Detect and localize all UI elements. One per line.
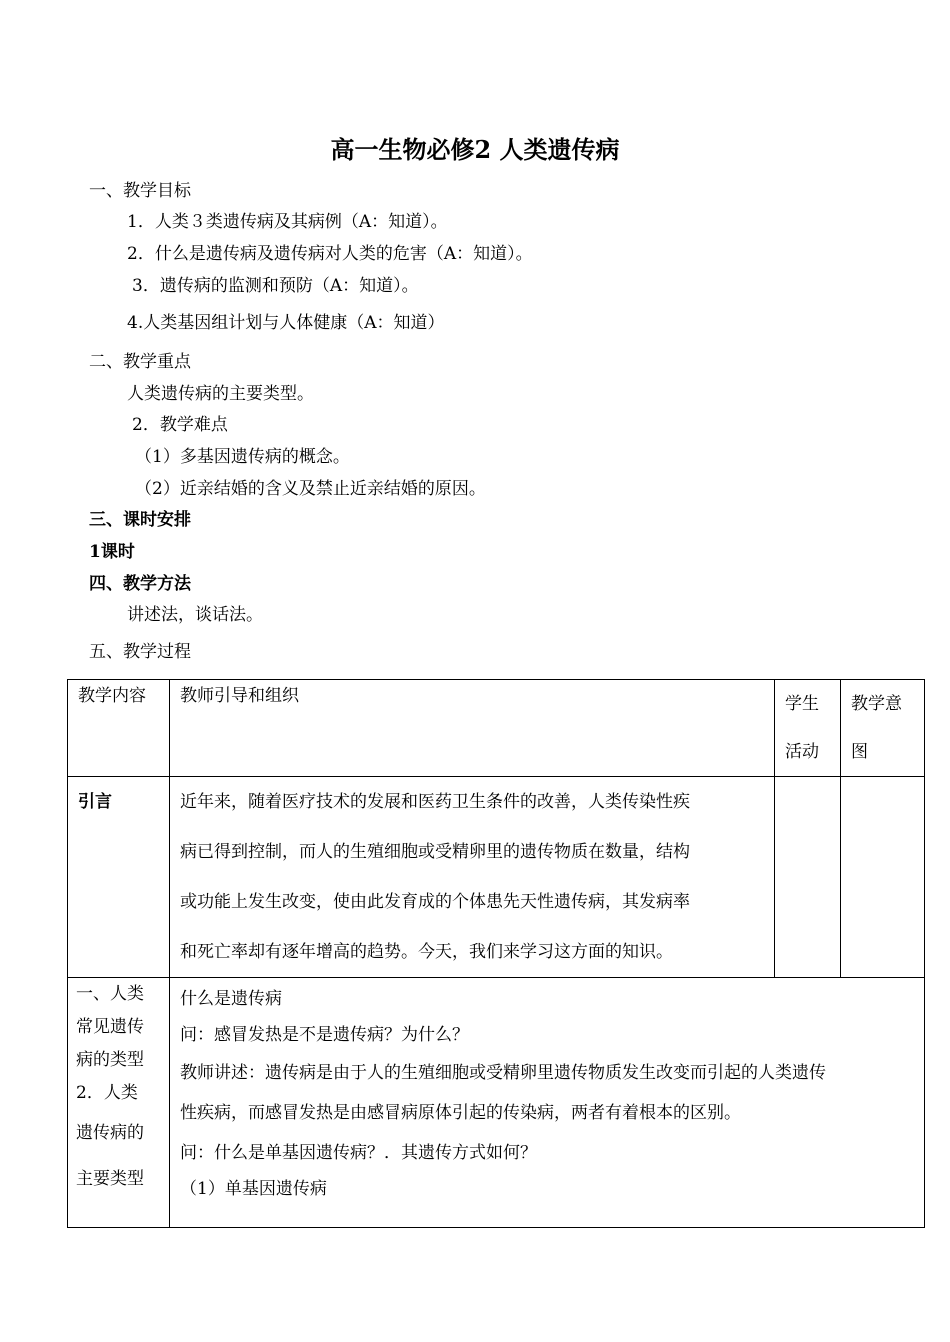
- difficulty-item: （1）多基因遗传病的概念。: [135, 447, 350, 467]
- page-title: 高一生物必修2 人类遗传病: [330, 135, 620, 164]
- header-intent-line: 图: [851, 742, 868, 762]
- header-content: [68, 680, 170, 777]
- objective-item: 2．什么是遗传病及遗传病对人类的危害（A：知道）。: [127, 244, 533, 264]
- section1-line: 问：感冒发热是不是遗传病？为什么？: [180, 1025, 469, 1045]
- intro-line: 近年来，随着医疗技术的发展和医药卫生条件的改善，人类传染性疾: [180, 792, 690, 812]
- section1-side-line: 2．人类: [76, 1083, 138, 1103]
- section1-line: 问：什么是单基因遗传病？．其遗传方式如何？: [180, 1143, 537, 1163]
- intro-line: 病已得到控制，而人的生殖细胞或受精卵里的遗传物质在数量，结构: [180, 842, 690, 862]
- section-heading-objectives: 一、教学目标: [89, 181, 191, 201]
- intro-body: [170, 777, 775, 978]
- section-heading-methods: 四、教学方法: [89, 574, 191, 594]
- intro-label: [68, 777, 170, 978]
- section1-line: 教师讲述：遗传病是由于人的生殖细胞或受精卵里遗传物质发生改变而引起的人类遗传: [180, 1063, 826, 1083]
- table-row-intro: [68, 777, 925, 978]
- objective-item: 4.人类基因组计划与人体健康（A：知道）: [127, 313, 445, 333]
- header-teacher-label: 教师引导和组织: [180, 686, 299, 706]
- header-student: [775, 680, 841, 777]
- objective-item: 1．人类３类遗传病及其病例（A：知道）。: [127, 212, 448, 232]
- section1-side: [68, 978, 170, 1228]
- table-header-row: [68, 680, 925, 777]
- key-point-text: 人类遗传病的主要类型。: [127, 384, 314, 404]
- section1-main: [170, 978, 925, 1228]
- section1-side-line: 主要类型: [76, 1169, 144, 1189]
- section1-side-line: 遗传病的: [76, 1123, 144, 1143]
- section1-line: 性疾病，而感冒发热是由感冒病原体引起的传染病，两者有着根本的区别。: [180, 1103, 741, 1123]
- intro-line: 或功能上发生改变，使由此发育成的个体患先天性遗传病，其发病率: [180, 892, 690, 912]
- intro-line: 和死亡率却有逐年增高的趋势。今天，我们来学习这方面的知识。: [180, 942, 673, 962]
- section1-line: 什么是遗传病: [180, 989, 282, 1009]
- methods-text: 讲述法，谈话法。: [127, 605, 263, 625]
- section-heading-process: 五、教学过程: [89, 642, 191, 662]
- header-content-label: 教学内容: [78, 686, 146, 706]
- section1-side-line: 常见遗传: [76, 1017, 144, 1037]
- section-heading-schedule: 三、课时安排: [89, 510, 191, 530]
- section-heading-key-points: 二、教学重点: [89, 352, 191, 372]
- header-intent: [841, 680, 925, 777]
- header-student-line: 活动: [785, 742, 819, 762]
- objective-item: 3．遗传病的监测和预防（A：知道）。: [132, 276, 419, 296]
- section1-side-line: 一、人类: [76, 984, 144, 1004]
- table-row-section1: [68, 978, 925, 1228]
- intro-intent-cell: [841, 777, 925, 978]
- intro-label-text: 引言: [78, 792, 112, 812]
- header-teacher: [170, 680, 775, 777]
- teaching-process-table: [67, 679, 925, 1228]
- difficulty-item: （2）近亲结婚的含义及禁止近亲结婚的原因。: [135, 479, 486, 499]
- intro-student-cell: [775, 777, 841, 978]
- section1-line: （1）单基因遗传病: [180, 1179, 327, 1199]
- section1-side-line: 病的类型: [76, 1050, 144, 1070]
- header-student-line: 学生: [785, 694, 819, 714]
- schedule-text: 1课时: [89, 542, 135, 562]
- header-intent-line: 教学意: [851, 694, 902, 714]
- difficulty-heading: 2．教学难点: [132, 415, 228, 435]
